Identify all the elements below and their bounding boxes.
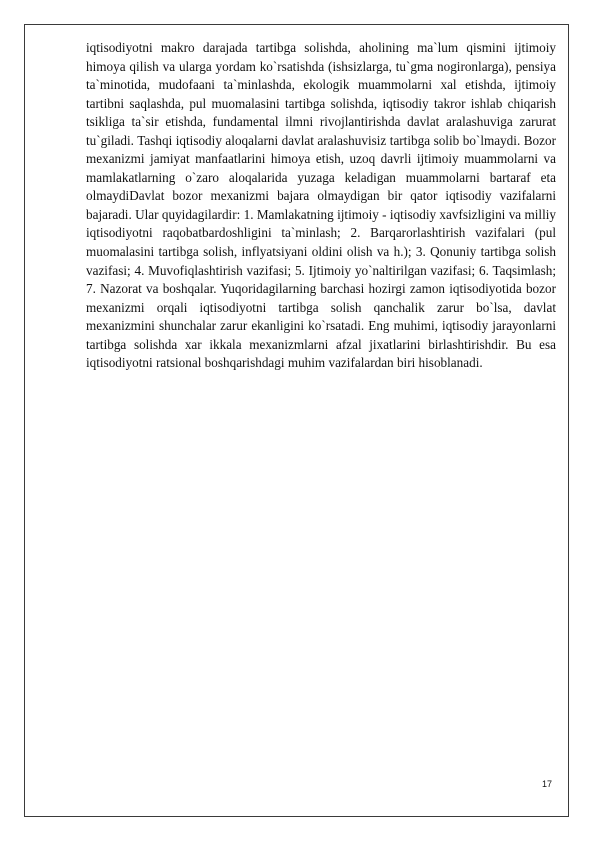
body-paragraph: iqtisodiyotni makro darajada tartibga solishda, aholining ma`lum qismini ijtimoiy himoya qilish va ularga yordam ko`rsatishda (ishsizlarga, tu`gma nogironlarga), pensiya ta`minotida, mudofaani ta`minlashda, ekologik muammolarni xal etishda, ijtimoiy tartibni saqlashda, pul muomalasini tartibga solishda, iqtisodiy takror ishlab chiqarish tsikliga ta`sir etishda, fundamental ilmni rivojlantirishda davlat aralashuviga zarurat tu`giladi. Tashqi iqtisodiy aloqalarni davlat aralashuvisiz tartibga solib bo`lmaydi. Bozor mexanizmi jamiyat manfaatlarini himoya etish, uzoq davrli ijtimoiy muammolarni va mamlakatlarning o`zaro aloqalarida yuzaga keladigan muammolarni bartaraf eta olmaydiDavlat bozor mexanizmi bajara olmaydigan bir qator iqtisodiy vazifalarni bajaradi. Ular quyidagilardir: 1. Mamlakatning ijtimoiy - iqtisodiy xavfsizligini va milliy iqtisodiyotni raqobatbardoshligini ta`minlash; 2. Barqarorlashtirish vazifalari (pul muomalasini tartibga solish, inflyatsiyani oldini olish va h.); 3. Qonuniy tartibga solish vazifasi; 4. Muvofiqlashtirish vazifasi; 5. Ijtimoiy yo`naltirilgan vazifasi; 6. Taqsimlash; 7. Nazorat va boshqalar. Yuqoridagilarning barchasi hozirgi zamon iqtisodiyotida bozor mexanizmi orqali iqtisodiyotni tartibga solish qanchalik zarur bo`lsa, davlat mexanizmini shunchalar zarur ekanligini ko`rsatadi. Eng muhimi, iqtisodiy jarayonlarni tartibga solishda xar ikkala mexanizmlarni afzal jixatlarini birlashtirishdir. Bu esa iqtisodiyotni ratsional boshqarishdagi muhim vazifalardan biri hisoblanadi.: [86, 40, 556, 371]
page-number: 17: [541, 779, 552, 789]
